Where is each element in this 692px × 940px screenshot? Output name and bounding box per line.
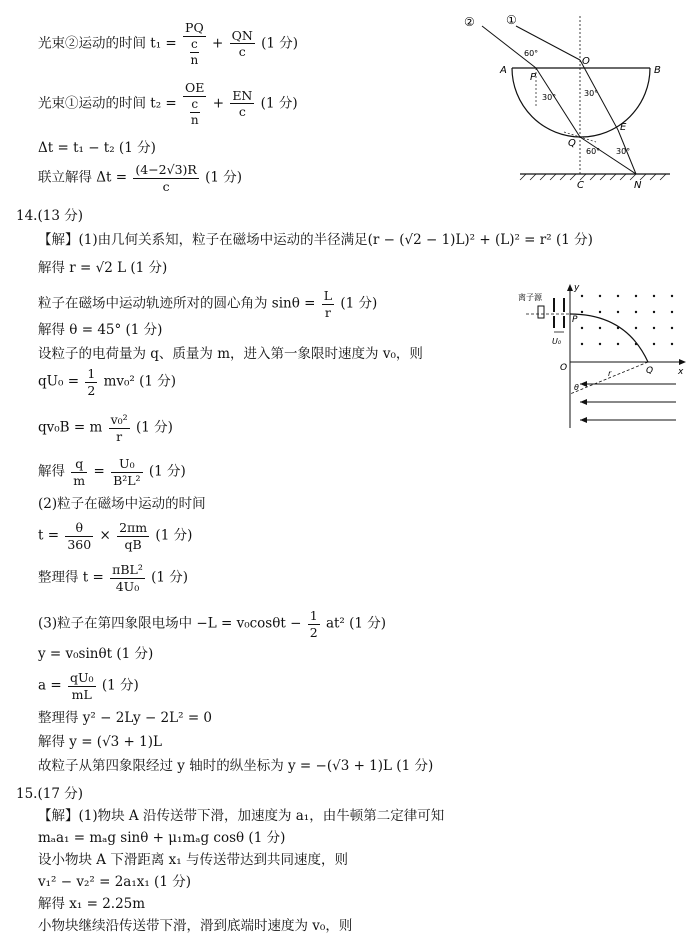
q15-line-3: 设小物块 A 下滑距离 x₁ 与传送带达到共同速度，则 [38, 852, 348, 868]
label-o: O [582, 56, 590, 67]
q15-line-2: mₐa₁ = mₐg sinθ + μ₁mₐg cosθ (1 分) [38, 830, 286, 846]
angle-30-left: 30° [542, 93, 557, 102]
label-q: Q [568, 138, 576, 149]
angle-30-center: 30° [584, 89, 599, 98]
q14-line-2: 解得 r = √2 L (1 分) [38, 260, 168, 276]
fraction-qn: $\frac{QN}{c}$ [231, 27, 253, 60]
label-o: O [560, 363, 568, 373]
ground-hatch [520, 174, 666, 180]
q14-line-17: 故粒子从第四象限经过 y 轴时的纵坐标为 y = −(√3 + 1)L (1 分) [38, 758, 434, 774]
optics-figure [460, 8, 684, 194]
t1-label: 光束②运动的时间 t₁ = [38, 35, 177, 52]
q14-title: 14.(13 分) [16, 208, 83, 224]
q14-line-5: 设粒子的电荷量为 q、质量为 m，进入第一象限时速度为 v₀，则 [38, 346, 423, 362]
ion-source [538, 306, 544, 318]
q14-line-13: y = v₀sinθt (1 分) [38, 646, 154, 662]
q14-line-7: qv₀B = m $\frac{\text{v₀²}}{r}$ (1 分) [38, 412, 173, 444]
line-solve-delta: 联立解得 Δt = $\frac{(4-2√3)R}{c}$ (1 分) [38, 162, 243, 194]
label-p: P [530, 72, 537, 83]
q14-line-3: 粒子在磁场中运动轨迹所对的圆心角为 sinθ = $\frac{L}{r}$ (1 分) [38, 288, 378, 320]
line-delta-t: Δt = t₁ − t₂ (1 分) [38, 140, 156, 156]
q14-line-16: 解得 y = (√3 + 1)L [38, 734, 162, 750]
label-c: C [577, 180, 584, 191]
q14-line-12: (3)粒子在第四象限电场中 −L = v₀cosθt − $\frac{1}{2}$ at² (1 分) [38, 608, 387, 640]
q15-line-1: 【解】(1)物块 A 沿传送带下滑，加速度为 a₁，由牛顿第二定律可知 [38, 808, 445, 824]
label-q: Q [646, 366, 654, 376]
q14-line-9: (2)粒子在磁场中运动的时间 [38, 496, 206, 512]
q15-line-6: 小物块继续沿传送带下滑，滑到底端时速度为 v₀，则 [38, 918, 353, 934]
q14-line-11: 整理得 t = $\frac{\text{πBL²}}{\text{4U₀}}$ (1 分) [38, 562, 189, 594]
label-r: r [608, 369, 612, 378]
particle-trajectory [570, 314, 648, 362]
label-n: N [634, 180, 642, 191]
angle-30-bottom: 30° [616, 147, 631, 156]
q14-line-10: t = $\frac{\theta}{360}$ × $\frac{2\pi m}{qB}$ (1 分) [38, 520, 193, 552]
q15-line-4: v₁² − v₂² = 2a₁x₁ (1 分) [38, 874, 191, 890]
label-x: x [678, 367, 684, 377]
q15-line-5: 解得 x₁ = 2.25m [38, 896, 146, 912]
q14-line-4: 解得 θ = 45° (1 分) [38, 322, 163, 338]
q15-title: 15.(17 分) [16, 786, 83, 802]
fraction-oe: $\frac{OE}{\frac{c}{n}}$ [185, 80, 205, 127]
fraction-pq: $\frac{PQ}{\frac{c}{n}}$ [185, 20, 204, 67]
label-y: y [574, 283, 580, 293]
label-ion-source: 离子源 [518, 293, 542, 302]
label-ray-2: ② [464, 15, 475, 29]
q14-line-14: a = $\frac{\text{qU₀}}{mL}$ (1 分) [38, 670, 139, 702]
label-e: E [620, 122, 627, 133]
electric-field-arrows [580, 384, 676, 420]
q14-line-6: qU₀ = $\frac{1}{2}$ mv₀² (1 分) [38, 366, 177, 398]
label-p: P [572, 315, 578, 325]
t2-label: 光束①运动的时间 t₂ = [38, 95, 177, 112]
q14-line-1: 【解】(1)由几何关系知，粒子在磁场中运动的半径满足(r − (√2 − 1)L)² + (L)² = r² (1 分) [38, 232, 593, 248]
angle-60-top: 60° [524, 49, 539, 58]
line-t2: 光束①运动的时间 t₂ = $\frac{OE}{\frac{c}{n}}$ + $\frac{EN}{c}$ (1 分) [38, 80, 298, 127]
radius-line [570, 362, 648, 394]
fraction-delta: $\frac{(4-2√3)R}{c}$ [135, 162, 197, 194]
angle-60-bottom: 60° [586, 147, 601, 156]
label-b: B [654, 65, 661, 76]
label-ray-1: ① [506, 13, 517, 27]
label-theta: θ [574, 383, 579, 392]
ray-2-inside [536, 68, 580, 137]
q14-line-8: 解得 $\frac{q}{m}$ = $\frac{\text{U₀}}{\text{B²L²}}$ (1 分) [38, 456, 186, 488]
line-t1: 光束②运动的时间 t₁ = $\frac{PQ}{\frac{c}{n}}$ + $\frac{QN}{c}$ (1 分) [38, 20, 299, 67]
magnetic-field-dots [581, 295, 673, 345]
fraction-en: $\frac{EN}{c}$ [232, 87, 253, 120]
label-a: A [500, 65, 507, 76]
label-u0: U₀ [552, 337, 562, 346]
q14-line-15: 整理得 y² − 2Ly − 2L² = 0 [38, 710, 213, 726]
field-figure [496, 282, 686, 432]
